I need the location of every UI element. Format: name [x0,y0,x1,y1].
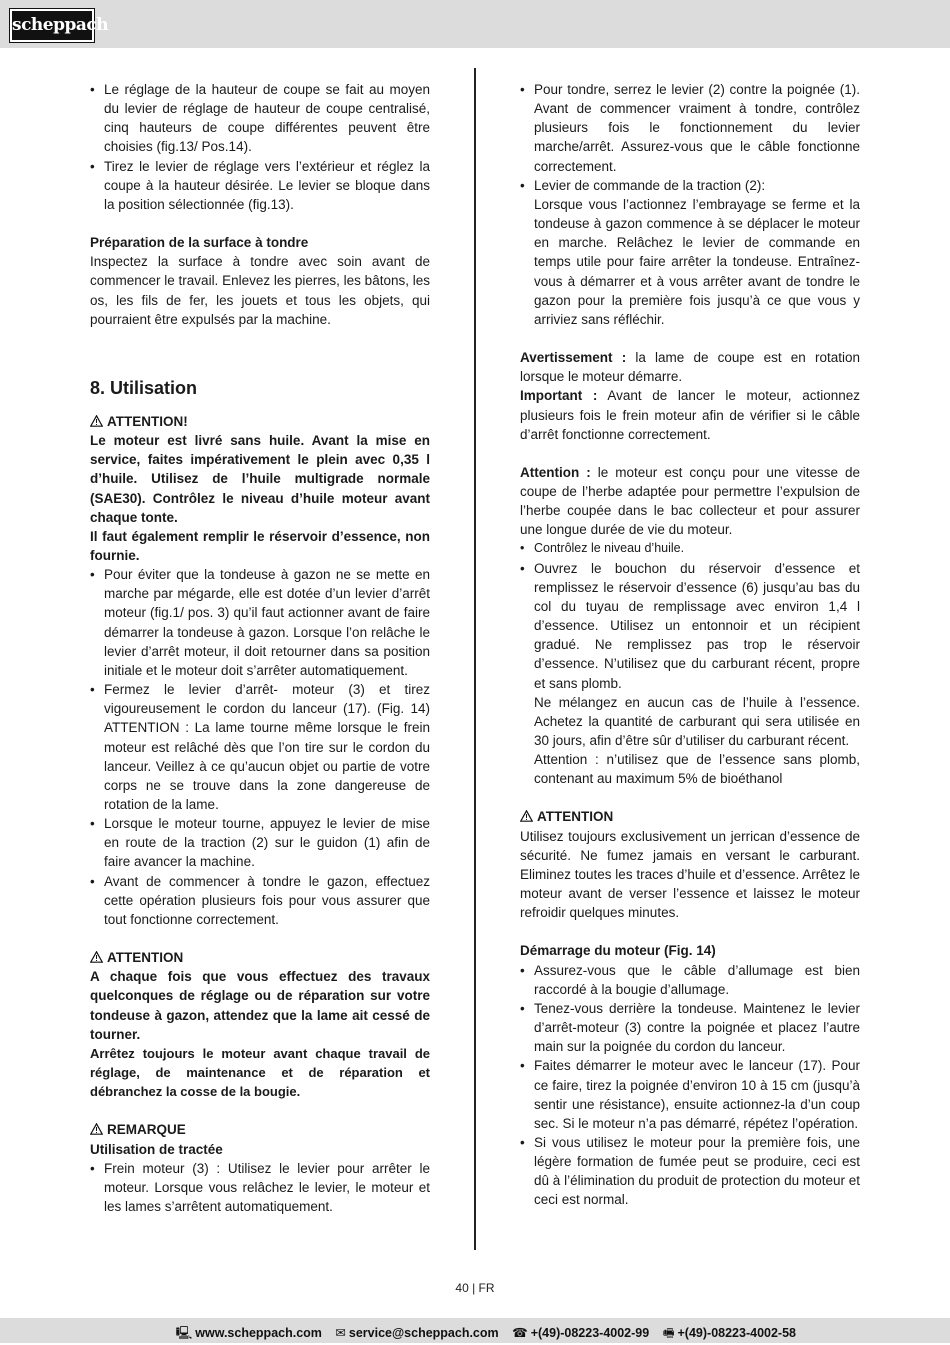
list-item: • Pour éviter que la tondeuse à gazon ne se mette en marche par mégarde, elle est dotée d’un levier d’arrêt moteur (fig.1/ pos. 3) qu’il faut actionner avant de faire démarrer la tondeuse à gazon. Lorsque l’on relâche le levier d’arrêt moteur, il doit retourner dans sa position initiale et le moteur doit s’arrêter automatiquement. [90,565,430,680]
list-item: • Fermez le levier d’arrêt- moteur (3) et tirez vigoureusement le cordon du lanceur (17). (Fig. 14) ATTENTION : La lame tourne même lorsque le frein moteur est relâché dès que l’on tire sur le cordon du lanceur. Veillez à ce qu’aucun objet ou partie de votre corps ne se trouve dans la zone dangereuse de rotation de la lame. [90,680,430,814]
list-item: • Contrôlez le niveau d’huile. [520,539,860,558]
prep-heading: Préparation de la surface à tondre [90,235,309,251]
contact-line [166,1324,796,1345]
section-title: 8. Utilisation [90,377,198,398]
attention-text: A chaque fois que vous effectuez des travaux quelconques de réglage ou de réparation sur votre tondeuse à gazon, attendez que la lame ait cessé de tourner. [90,969,430,1042]
list-item: • Assurez-vous que le câble d’allumage est bien raccordé à la bougie d’allumage. [520,961,860,999]
list-item: • Faites démarrer le moteur avec le lanceur (17). Pour ce faire, tirez la poignée d’environ 10 à 15 cm (jusqu’à sentir une résistance), ensuite actionnez-la d’un coup sec. Si le moteur n’a pas démarré, répétez l’opération. [520,1056,860,1133]
list-item: • Le réglage de la hauteur de coupe se fait au moyen du levier de réglage de hauteur de coupe centralisé, cinq hauteurs de coupe différentes peuvent être choisies (fig.13/ Pos.14). [90,80,430,157]
remark-list [90,1159,430,1216]
fax-icon: 🖷 [662,1326,675,1340]
list-item-title: Levier de commande de la traction (2): [534,177,766,193]
list-item: • Tirez le levier de réglage vers l’extérieur et réglez la coupe à la hauteur désirée. Le levier se bloque dans la position sélectionnée (fig.13). [90,157,430,214]
attention-text: Arrêtez toujours le moteur avant chaque travail de réglage, de maintenance et de réparation et débranchez la cosse de la bougie. [90,1045,430,1100]
phone-icon: ☎ [512,1326,528,1340]
attention-heading: ATTENTION [90,948,430,967]
email-link[interactable]: ✉ service@scheppach.com [335,1326,499,1340]
attention-heading: ATTENTION [520,807,860,826]
right-column [520,80,860,1210]
attention-text: Il faut également remplir le réservoir d’essence, non fournie. [90,528,430,563]
operation-list [520,80,860,329]
start-heading: Démarrage du moteur (Fig. 14) [520,943,716,959]
website-link[interactable]: 🖳 www.scheppach.com [175,1326,322,1340]
intro-list [90,80,430,214]
warning-icon [90,415,103,427]
attention-heading: ATTENTION! [90,412,430,431]
attention-paragraph: Attention : le moteur est conçu pour une vitesse de coupe de l’herbe adaptée pour permettre l’expulsion de l’herbe coupée dans le bac collecteur et pour assurer une longue durée de vie du moteur. [520,464,860,538]
remark-heading: REMARQUE [90,1120,430,1139]
usage-list [90,565,430,929]
important-paragraph: Important : Avant de lancer le moteur, actionnez plusieurs fois le frein moteur afin de vérifier si le câble d’arrêt fonctionne correctement. [520,388,860,442]
warning-icon [520,810,533,822]
fuel-list [520,539,860,788]
computer-icon: 🖳 [175,1326,193,1340]
list-item [520,176,860,329]
header-bar [0,0,950,48]
left-column [90,80,430,1216]
column-divider [474,68,476,1250]
start-list [520,961,860,1210]
list-item: • Frein moteur (3) : Utilisez le levier pour arrêter le moteur. Lorsque vous relâchez le levier, le moteur et les lames s’arrêtent automatiquement. [90,1159,430,1216]
remark-subheading: Utilisation de tractée [90,1141,223,1157]
list-item: • Ouvrez le bouchon du réservoir d’essence et remplissez le réservoir d’essence (6) jusqu’au bas du col du tuyau de remplissage avec environ 1,4 l d’essence. Utilisez un entonnoir et un récipient gradué. Ne remplissez pas trop le réservoir d’essence. N’utilisez que du carburant récent, propre et sans plomb. Ne mélangez en aucun cas de l’huile à l’essence. Achetez la quantité de carburant qui sera utilisée en 30 jours, afin d’être sûr d’utiliser du carburant récent. Attention : n’utilisez que de l’essence sans plomb, contenant au maximum 5% de bioéthanol [520,559,860,789]
mail-icon: ✉ [335,1326,346,1340]
list-item: • Tenez-vous derrière la tondeuse. Maintenez le levier d’arrêt-moteur (3) contre la poignée et placez l’autre main sur la poignée du cordon du lanceur. [520,999,860,1056]
list-item: • Lorsque le moteur tourne, appuyez le levier de mise en route de la traction (2) sur le guidon (1) afin de faire avancer la machine. [90,814,430,871]
attention-text: Le moteur est livré sans huile. Avant la mise en service, faites impérativement le plein avec 0,35 l d’huile. Utilisez de l’huile multigrade normale (SAE30). Contrôlez le niveau d’huile moteur avant chaque tonte. [90,433,430,525]
attention-text: Utilisez toujours exclusivement un jerrican d’essence de sécurité. Ne fumez jamais en versant le carburant. Eliminez toutes les traces d’huile et d’essence. Arrêtez le moteur avant de verser l’essence et laissez le moteur refroidir quelques minutes. [520,828,860,921]
fax-number: 🖷 +(49)-08223-4002-58 [662,1326,796,1340]
page-number: 40 | FR [455,1281,495,1295]
warning-paragraph: Avertissement : la lame de coupe est en rotation lorsque le moteur démarre. [520,350,860,385]
warning-icon [90,951,103,963]
phone-number: ☎ +(49)-08223-4002-99 [512,1326,650,1340]
footer-bar [0,1318,950,1343]
warning-icon [90,1123,103,1135]
prep-paragraph: Inspectez la surface à tondre avec soin avant de commencer le travail. Enlevez les pierres, les bâtons, les os, les fils de fer, les jouets et tous les objets, qui pourraient être expulsés par la machine. [90,254,430,327]
scheppach-logo: scheppach [10,9,94,42]
list-item: • Si vous utilisez le moteur pour la première fois, une légère formation de fumée peut se produire, ceci est dû à l’élimination du produit de protection du moteur et ceci est normal. [520,1133,860,1210]
list-item: • Pour tondre, serrez le levier (2) contre la poignée (1). Avant de commencer vraiment à tondre, contrôlez plusieurs fois le fonctionnement du levier marche/arrêt. Assurez-vous que le câble fonctionne correctement. [520,80,860,176]
list-item-text: Lorsque vous l’actionnez l’embrayage se ferme et la tondeuse à gazon commence à se déplacer le moteur en marche. Relâchez le levier de commande en temps utile pour faire arrêter la tondeuse. Entraînez-vous à démarrer et à vous arrêter avant de tondre le gazon pour la première fois jusqu’à ce que vous y arriviez sans réfléchir. [534,196,860,327]
list-item: • Avant de commencer à tondre le gazon, effectuez cette opération plusieurs fois pour vous assurer que tout fonctionne correctement. [90,872,430,929]
